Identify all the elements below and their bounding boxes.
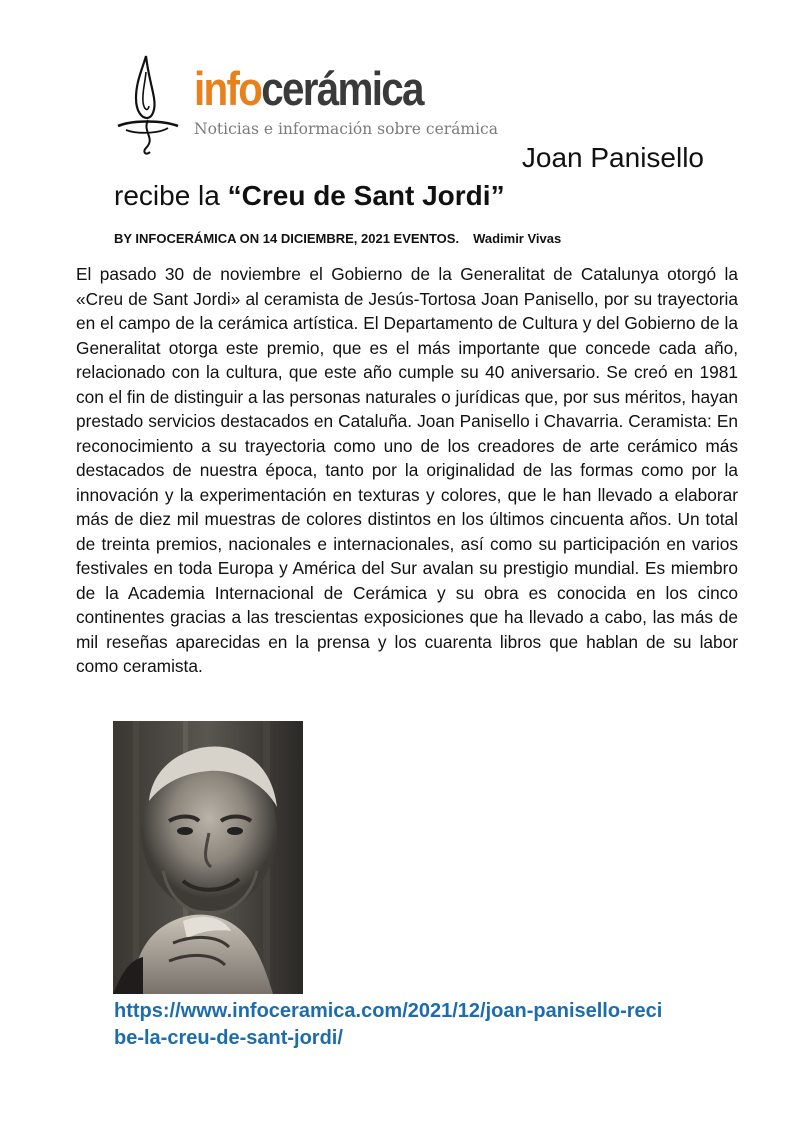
infoceramica-logo[interactable] bbox=[112, 52, 532, 162]
article-byline bbox=[114, 231, 561, 246]
article-body: El pasado 30 de noviembre el Gobierno de la Generalitat de Catalunya otorgó la «Creu de Sant Jordi» al ceramista de Jesús-Tortosa Joan Panisello, por su trayectoria en el campo de la cerámica artística. El Departamento de Cultura y del Gobierno de la Generalitat otorga este premio, que es el más importante que concede cada año, relacionado con la cultura, que este año cumple su 40 aniversario. Se creó en 1981 con el fin de distinguir a las personas naturales o jurídicas que, por sus méritos, hayan prestado servicios destacados en Cataluña. Joan Panisello i Chavarria. Ceramista: En reconocimiento a su trayectoria como uno de los creadores de arte cerámico más destacados de nuestra época, tanto por la originalidad de las formas como por la innovación y la experimentación en texturas y colores, que le han llevado a elaborar más de diez mil muestras de colores distintos en los últimos cincuenta años. Un total de treinta premios, nacionales e internacionales, así como su participación en varios festivales en toda Europa y América del Sur avalan su prestigio mundial. Es miembro de la Academia Internacional de Cerámica y su obra es conocida en los cinco continentes gracias a las trescientas exposiciones que ha llevado a cabo, las más de mil reseñas aparecidas en la prensa y los cuarenta libros que hablan de su labor como ceramista. bbox=[76, 264, 738, 676]
portrait-photo bbox=[113, 721, 303, 994]
logo-wordmark-ceramica: cerámica bbox=[261, 62, 423, 115]
byline-text: BY INFOCERÁMICA ON 14 DICIEMBRE, 2021 EVENTOS. bbox=[114, 231, 460, 246]
logo-wordmark bbox=[194, 60, 423, 118]
article-title-bold: “Creu de Sant Jordi” bbox=[227, 180, 505, 211]
portrait-photo-image bbox=[113, 721, 303, 994]
article-title-line2 bbox=[114, 179, 505, 213]
byline-author: Wadimir Vivas bbox=[473, 231, 562, 246]
logo-tagline: Noticias e información sobre cerámica bbox=[194, 120, 498, 138]
logo-wordmark-info: info bbox=[194, 62, 262, 115]
flame-logo-icon bbox=[112, 52, 182, 160]
article-title-prefix: recibe la bbox=[114, 180, 228, 211]
article-title-line1: Joan Panisello bbox=[521, 142, 704, 173]
article-source-link[interactable]: https://www.infoceramica.com/2021/12/joan-panisello-recibe-la-creu-de-sant-jordi/ bbox=[114, 1000, 663, 1049]
